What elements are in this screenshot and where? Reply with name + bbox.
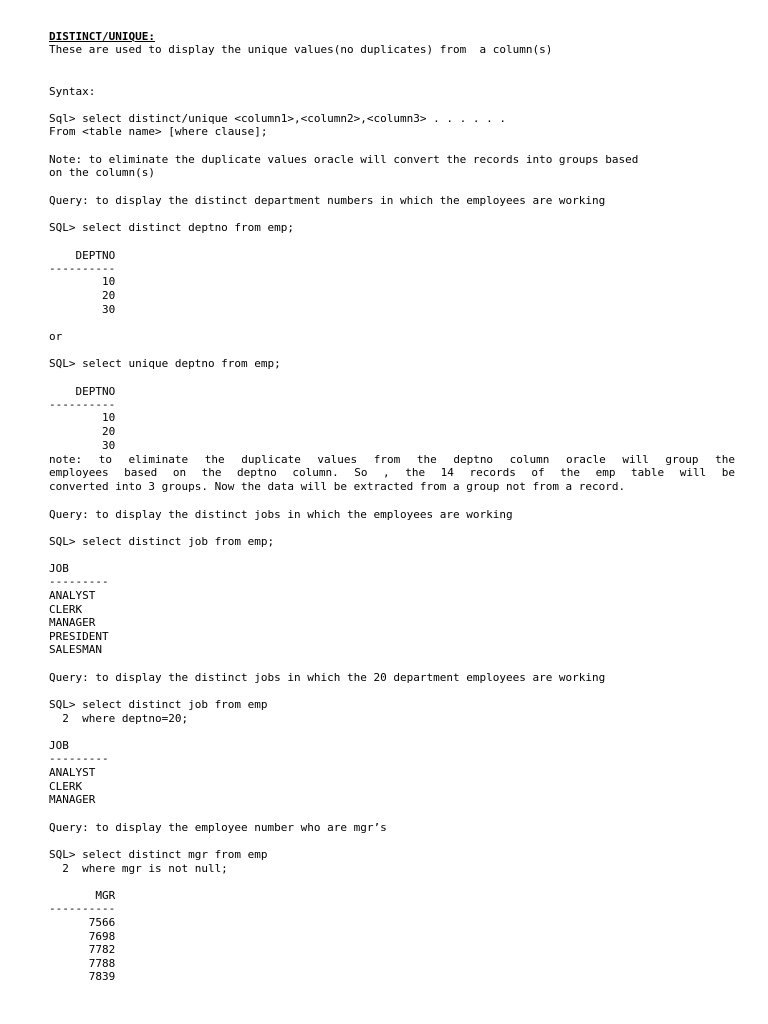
section-heading: DISTINCT/UNIQUE:	[49, 30, 155, 43]
result-row: 10	[49, 275, 116, 288]
note-text	[49, 466, 735, 479]
result-column-header: DEPTNO	[49, 249, 116, 262]
sql-statement: 2 where mgr is not null;	[49, 862, 228, 875]
result-row: CLERK	[49, 603, 83, 616]
or-text: or	[49, 330, 63, 343]
query-description: Query: to display the distinct department numbers in which the employees are working	[49, 194, 606, 207]
result-row: 30	[49, 439, 116, 452]
note-text	[49, 453, 735, 466]
query-description: Query: to display the employee number who are mgr’s	[49, 821, 387, 834]
result-rule: ----------	[49, 262, 116, 275]
result-row: ANALYST	[49, 766, 96, 779]
syntax-label: Syntax:	[49, 85, 96, 98]
result-row: MANAGER	[49, 793, 96, 806]
result-row: 7698	[49, 930, 116, 943]
result-row: 7566	[49, 916, 116, 929]
result-row: 20	[49, 289, 116, 302]
result-row: CLERK	[49, 780, 83, 793]
result-rule: ----------	[49, 398, 116, 411]
query-description: Query: to display the distinct jobs in which the employees are working	[49, 508, 513, 521]
sql-statement: SQL> select unique deptno from emp;	[49, 357, 281, 370]
result-row: 7782	[49, 943, 116, 956]
note-text: on the column(s)	[49, 166, 155, 179]
query-description: Query: to display the distinct jobs in which the 20 department employees are working	[49, 671, 606, 684]
result-row: 10	[49, 411, 116, 424]
result-row: 7839	[49, 970, 116, 983]
result-rule: ----------	[49, 902, 116, 915]
sql-statement: SQL> select distinct mgr from emp	[49, 848, 268, 861]
note-justified-line: employees based on the deptno column. So , the 14 records of the emp table will be	[49, 466, 735, 479]
note-text: converted into 3 groups. Now the data will be extracted from a group not from a record.	[49, 480, 626, 493]
result-row: SALESMAN	[49, 643, 102, 656]
result-row: MANAGER	[49, 616, 96, 629]
syntax-line: From <table name> [where clause];	[49, 125, 268, 138]
note-text: Note: to eliminate the duplicate values oracle will convert the records into groups based	[49, 153, 639, 166]
sql-statement: SQL> select distinct deptno from emp;	[49, 221, 295, 234]
sql-statement: SQL> select distinct job from emp	[49, 698, 268, 711]
result-column-header: JOB	[49, 562, 69, 575]
result-row: ANALYST	[49, 589, 96, 602]
result-column-header: DEPTNO	[49, 385, 116, 398]
sql-statement: SQL> select distinct job from emp;	[49, 535, 275, 548]
result-column-header: JOB	[49, 739, 69, 752]
note-justified-line: note: to eliminate the duplicate values from the deptno column oracle will group the	[49, 453, 735, 466]
result-row: 20	[49, 425, 116, 438]
intro-text: These are used to display the unique values(no duplicates) from a column(s)	[49, 43, 553, 56]
result-row: PRESIDENT	[49, 630, 109, 643]
result-column-header: MGR	[49, 889, 116, 902]
sql-statement: 2 where deptno=20;	[49, 712, 189, 725]
result-row: 7788	[49, 957, 116, 970]
result-rule: ---------	[49, 752, 109, 765]
result-rule: ---------	[49, 575, 109, 588]
result-row: 30	[49, 303, 116, 316]
syntax-line: Sql> select distinct/unique <column1>,<column2>,<column3> . . . . . .	[49, 112, 506, 125]
